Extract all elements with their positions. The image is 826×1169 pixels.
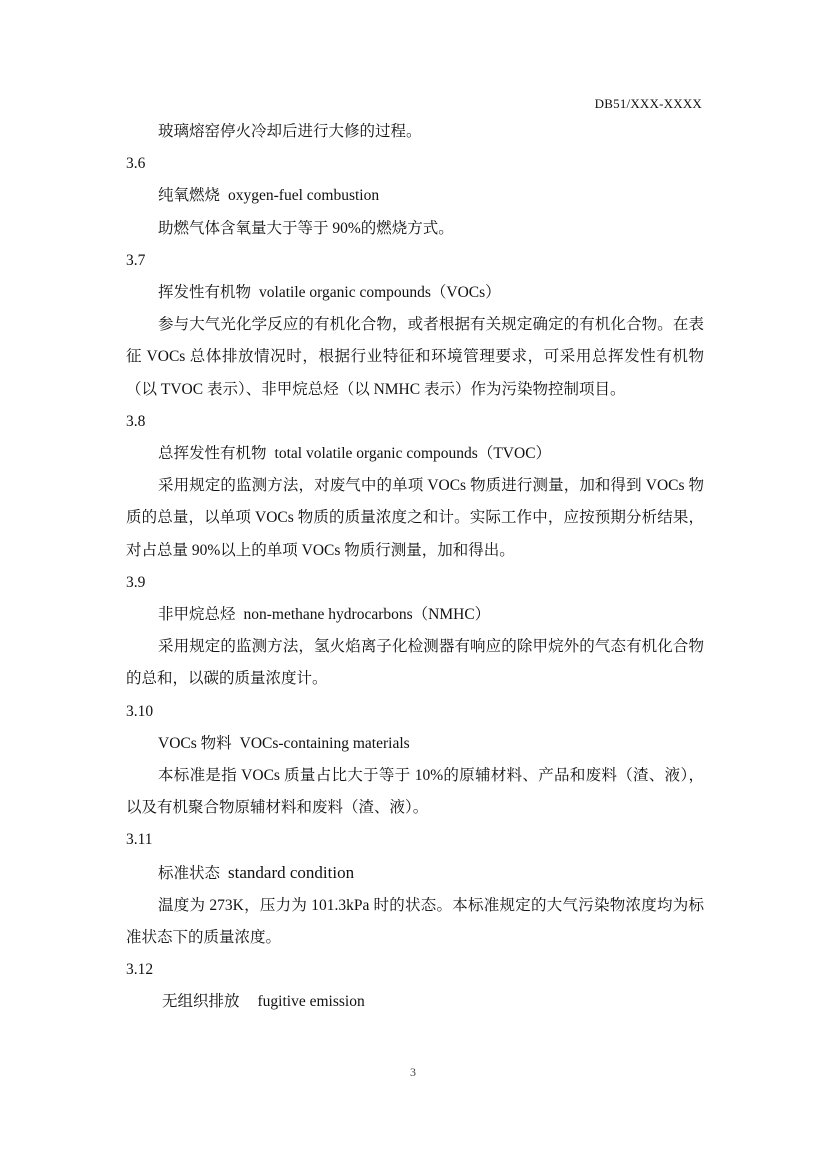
term-3-7 <box>126 277 704 309</box>
term-zh: 挥发性有机物 <box>158 284 252 302</box>
clause-number-3-12: 3.12 <box>126 961 154 979</box>
term-en: VOCs-containing materials <box>239 734 410 752</box>
definition-3-9: 采用规定的监测方法，氢火焰离子化检测器有响应的除甲烷外的气态有机化合物的总和，以碳的质量浓度计。 <box>126 638 704 688</box>
term-3-6 <box>126 180 704 212</box>
clause-number-3-9: 3.9 <box>126 573 146 591</box>
document-body <box>126 116 704 1019</box>
term-zh: 非甲烷总烃 <box>158 606 236 624</box>
term-zh: 总挥发性有机物 <box>158 445 267 463</box>
clause-number-3-6: 3.6 <box>126 155 146 173</box>
term-zh: 标准状态 <box>158 864 221 882</box>
continued-definition: 玻璃熔窑停火冷却后进行大修的过程。 <box>158 123 422 140</box>
term-en: fugitive emission <box>257 993 365 1011</box>
definition-3-10: 本标准是指 VOCs 质量占比大于等于 10%的原辅材料、产品和废料（渣、液），以及有机聚合物原辅材料和废料（渣、液）。 <box>126 767 704 817</box>
term-en: non-methane hydrocarbons（NMHC） <box>243 606 491 624</box>
term-3-8 <box>126 438 704 470</box>
clause-number-3-11: 3.11 <box>126 831 153 849</box>
term-3-10 <box>126 728 704 760</box>
term-zh: VOCs 物料 <box>158 734 232 752</box>
definition-3-8: 采用规定的监测方法，对废气中的单项 VOCs 物质进行测量，加和得到 VOCs 物质的总量，以单项 VOCs 物质的质量浓度之和计。实际工作中，应按预期分析结果，对占总量 90%以上的单项 VOCs 物质行测量，加和得出。 <box>126 477 704 559</box>
clause-number-3-7: 3.7 <box>126 251 146 269</box>
term-3-12 <box>126 986 704 1018</box>
clause-number-3-10: 3.10 <box>126 702 154 720</box>
term-en: oxygen-fuel combustion <box>228 187 380 205</box>
term-zh: 无组织排放 <box>162 993 240 1011</box>
term-en: total volatile organic compounds（TVOC） <box>274 445 552 463</box>
term-3-9 <box>126 599 704 631</box>
document-code: DB51/XXX-XXXX <box>594 96 702 111</box>
page-number: 3 <box>410 1065 416 1079</box>
term-en: standard condition <box>228 862 355 882</box>
term-en: volatile organic compounds（VOCs） <box>259 284 501 302</box>
term-3-11 <box>126 857 704 890</box>
definition-3-6: 助燃气体含氧量大于等于 90%的燃烧方式。 <box>158 219 454 237</box>
clause-number-3-8: 3.8 <box>126 412 146 430</box>
definition-3-11: 温度为 273K，压力为 101.3kPa 时的状态。本标准规定的大气污染物浓度均为标准状态下的质量浓度。 <box>126 896 704 947</box>
definition-3-7: 参与大气光化学反应的有机化合物，或者根据有关规定确定的有机化合物。在表征 VOCs 总体排放情况时，根据行业特征和环境管理要求，可采用总挥发性有机物（以 TVOC 表示）、非甲烷总烃（以 NMHC 表示）作为污染物控制项目。 <box>126 316 704 398</box>
term-zh: 纯氧燃烧 <box>158 187 221 205</box>
